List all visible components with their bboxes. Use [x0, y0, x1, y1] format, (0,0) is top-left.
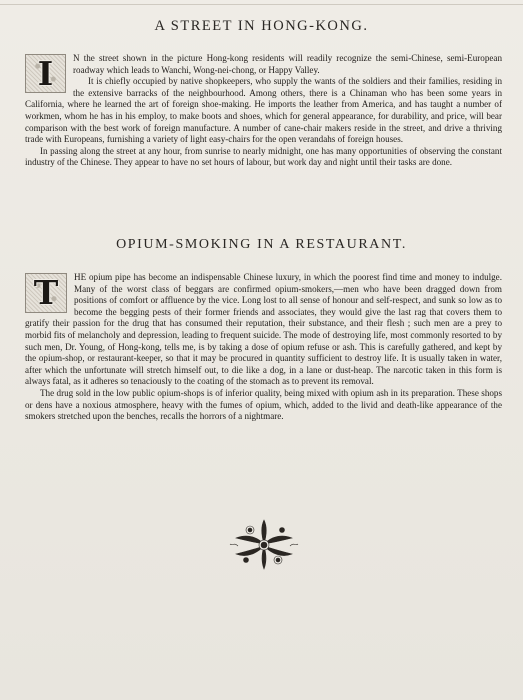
section2-paragraph-2: The drug sold in the low public opium-shops is of inferior quality, being mixed with opium ash in its preparation. These shops or dens have a noxious atmosphere, heavy with the fumes of opium, which, added to the livid and death-like appearance of the smokers stretched upon the benches, recalls the horrors of a nightmare.: [25, 387, 502, 422]
section1-title: A STREET IN HONG-KONG.: [154, 18, 369, 34]
section2-paragraph-1: T HE opium pipe has become an indispensable Chinese luxury, in which the poorest find time and money to indulge. Many of the worst class of beggars are confirmed opium-smokers,—men who have been dragged down from positions of comfort or affluence by the vice. Long lost to all sense of honour and self-respect, and sunk so low as to become the begging pests of their former friends and associates, they would give the last rag that covers them to gratify their passion for the drug that has consumed their reputation, their substance, and their flesh ; such men are a prey to morbid fits of melancholy and depression, leading to frequent suicide. The mode of destroying life, most commonly resorted to by such men, Dr. Young, of Hong-kong, tells me, is by taking a dose of opium refuse or ash. This is carefully gathered, and kept by the opium-shop, or restaurant-keeper, so that it may be procured in quantity sufficient to destroy life. It is usually taken in water, after which the unfortunate will stretch himself out, to die like a dog, in a lane or dust-heap. The narcotic taken in this form is always fatal, as it adheres so tenaciously to the coating of the stomach as to prevent its removal.: [25, 272, 502, 387]
dropcap-i-icon: I: [25, 54, 66, 93]
dropcap-t-icon: T: [25, 273, 67, 313]
floral-vignette-icon: [228, 516, 300, 572]
section2-body: [25, 272, 502, 423]
section1-body: [25, 53, 502, 169]
section1-paragraph-3: In passing along the street at any hour, from sunrise to nearly midnight, one has many opportunities of observing the constant industry of the Chinese. They appear to have no set hours of labour, but work day and night until their tasks are done.: [25, 145, 502, 168]
top-rule: [0, 4, 523, 5]
section1-paragraph-1: I N the street shown in the picture Hong-kong residents will readily recognize the semi-Chinese, semi-European roadway which leads to Wanchi, Wong-nei-chong, or Happy Valley.: [25, 53, 502, 76]
section2-title: OPIUM-SMOKING IN A RESTAURANT.: [116, 237, 407, 252]
section1-paragraph-2: It is chiefly occupied by native shopkeepers, who supply the wants of the soldiers and their families, residing in the extensive barracks of the neighbourhood. Among others, there is a Chinaman who has been some years in California, where he learned the art of foreign shoe-making. He imports the leather from America, and has taught a number of workmen, whom he has in his employ, to make boots and shoes, which for general appearance, for durability, and price, will bear comparison with the best work of foreign manufacture. A number of cane-chair makers reside in the street, and drive a thriving trade with Europeans, furnishing a variety of light easy-chairs for the open verandahs of foreign houses.: [25, 76, 502, 145]
